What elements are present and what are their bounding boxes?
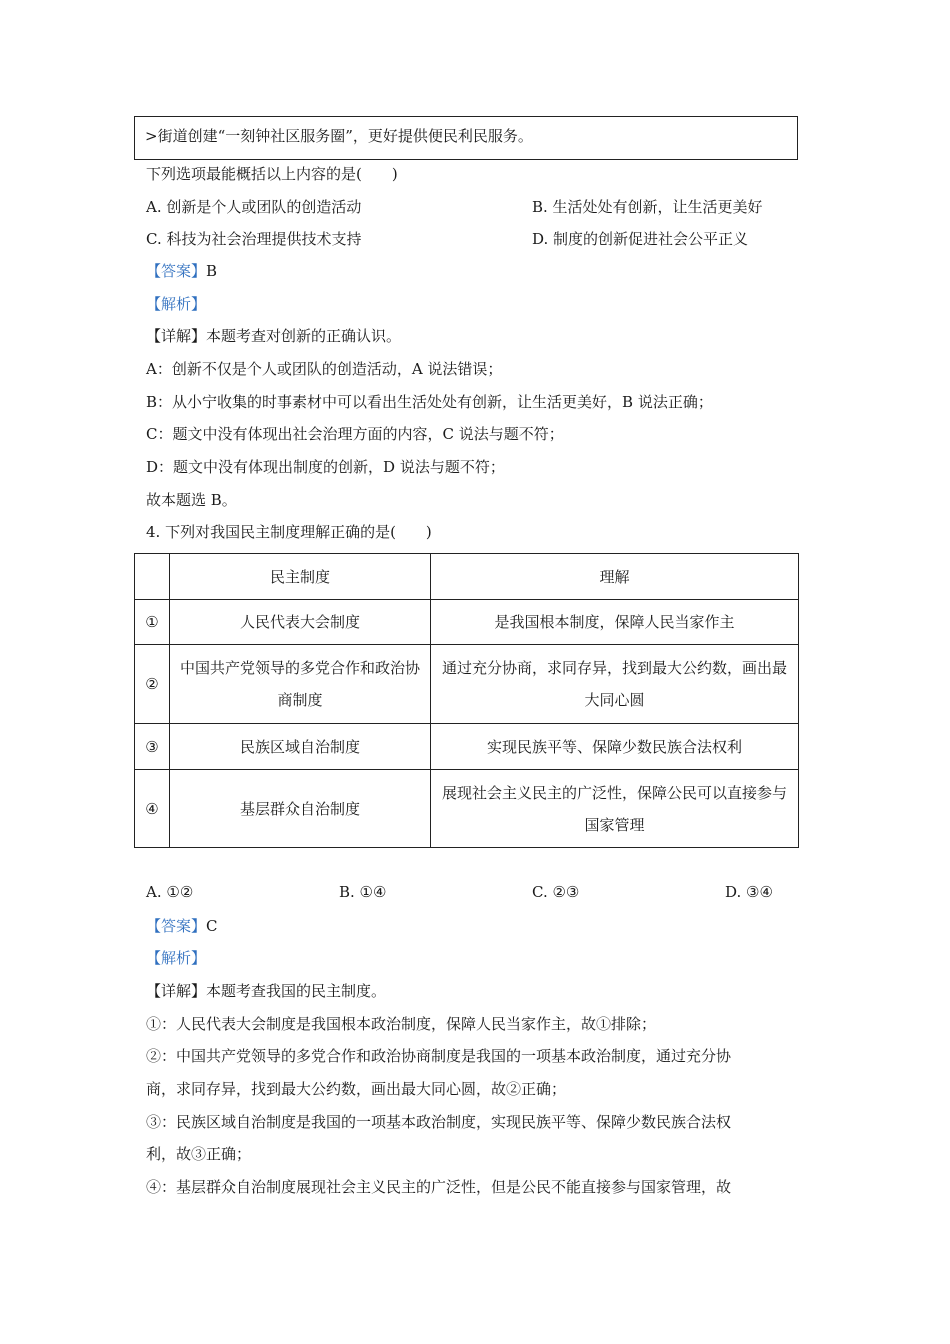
q3-analysis-tag: 【解析】 bbox=[146, 295, 207, 313]
q3-line: B：从小宁收集的时事素材中可以看出生活处处有创新，让生活更美好，B 说法正确； bbox=[146, 393, 713, 411]
table-row bbox=[135, 770, 799, 848]
q4-line: ②：中国共产党领导的多党合作和政治协商制度是我国的一项基本政治制度，通过充分协 bbox=[146, 1047, 732, 1065]
table-header-cell: 民主制度 bbox=[170, 554, 431, 600]
table-row bbox=[135, 645, 799, 724]
table-cell: ① bbox=[135, 600, 170, 645]
table-cell: 展现社会主义民主的广泛性，保障公民可以直接参与国家管理 bbox=[431, 770, 799, 848]
table-cell: 人民代表大会制度 bbox=[170, 600, 431, 645]
table-row bbox=[135, 600, 799, 645]
q4-option-a: A. ①② bbox=[146, 883, 194, 901]
table-cell: 实现民族平等、保障少数民族合法权利 bbox=[431, 724, 799, 770]
q4-analysis-tag: 【解析】 bbox=[146, 949, 207, 967]
passage-text: >街道创建“一刻钟社区服务圈”，更好提供便民利民服务。 bbox=[145, 127, 533, 145]
table-cell: 基层群众自治制度 bbox=[170, 770, 431, 848]
table-cell: ④ bbox=[135, 770, 170, 848]
q4-answer bbox=[146, 916, 218, 936]
q3-conclusion: 故本题选 B。 bbox=[146, 491, 237, 509]
passage-box bbox=[134, 116, 798, 160]
answer-tag: 【答案】 bbox=[146, 262, 207, 280]
table-cell: ③ bbox=[135, 724, 170, 770]
q3-option-b: B. 生活处处有创新，让生活更美好 bbox=[532, 198, 763, 216]
q4-option-c: C. ②③ bbox=[532, 883, 580, 901]
q3-line: D：题文中没有体现出制度的创新，D 说法与题不符； bbox=[146, 458, 505, 476]
q4-option-b: B. ①④ bbox=[339, 883, 387, 901]
q3-option-a: A. 创新是个人或团队的创造活动 bbox=[146, 198, 362, 216]
table-cell: 通过充分协商，求同存异，找到最大公约数，画出最大同心圆 bbox=[431, 645, 799, 724]
detail-tag: 【详解】 bbox=[146, 982, 207, 1000]
q3-line: A：创新不仅是个人或团队的创造活动，A 说法错误； bbox=[146, 360, 503, 378]
q4-table bbox=[134, 553, 799, 848]
q4-line: 利，故③正确； bbox=[146, 1145, 252, 1163]
table-cell: ② bbox=[135, 645, 170, 724]
table-cell: 中国共产党领导的多党合作和政治协商制度 bbox=[170, 645, 431, 724]
detail-text: 本题考查对创新的正确认识。 bbox=[206, 327, 402, 345]
table-cell: 民族区域自治制度 bbox=[170, 724, 431, 770]
answer-tag: 【答案】 bbox=[146, 917, 207, 935]
table-header-cell bbox=[135, 554, 170, 600]
table-row bbox=[135, 724, 799, 770]
q4-line: ③：民族区域自治制度是我国的一项基本政治制度，实现民族平等、保障少数民族合法权 bbox=[146, 1113, 732, 1131]
q4-line: 商，求同存异，找到最大公约数，画出最大同心圆，故②正确； bbox=[146, 1080, 567, 1098]
q3-detail bbox=[146, 326, 401, 346]
q3-answer bbox=[146, 261, 217, 281]
detail-tag: 【详解】 bbox=[146, 327, 207, 345]
q4-detail bbox=[146, 981, 386, 1001]
q3-option-c: C. 科技为社会治理提供技术支持 bbox=[146, 230, 362, 248]
q4-line: ①：人民代表大会制度是我国根本政治制度，保障人民当家作主，故①排除； bbox=[146, 1015, 657, 1033]
table-header-row bbox=[135, 554, 799, 600]
table-header-cell: 理解 bbox=[431, 554, 799, 600]
answer-value: B bbox=[206, 262, 218, 280]
table-cell: 是我国根本制度，保障人民当家作主 bbox=[431, 600, 799, 645]
q3-option-d: D. 制度的创新促进社会公平正义 bbox=[532, 230, 749, 248]
q4-line: ④：基层群众自治制度展现社会主义民主的广泛性，但是公民不能直接参与国家管理，故 bbox=[146, 1178, 732, 1196]
answer-value: C bbox=[206, 917, 218, 935]
q4-stem: 4. 下列对我国民主制度理解正确的是( ) bbox=[146, 523, 432, 541]
detail-text: 本题考查我国的民主制度。 bbox=[206, 982, 387, 1000]
q3-line: C：题文中没有体现出社会治理方面的内容，C 说法与题不符； bbox=[146, 425, 564, 443]
q4-option-d: D. ③④ bbox=[725, 883, 773, 901]
q3-stem: 下列选项最能概括以上内容的是( ) bbox=[146, 165, 398, 183]
